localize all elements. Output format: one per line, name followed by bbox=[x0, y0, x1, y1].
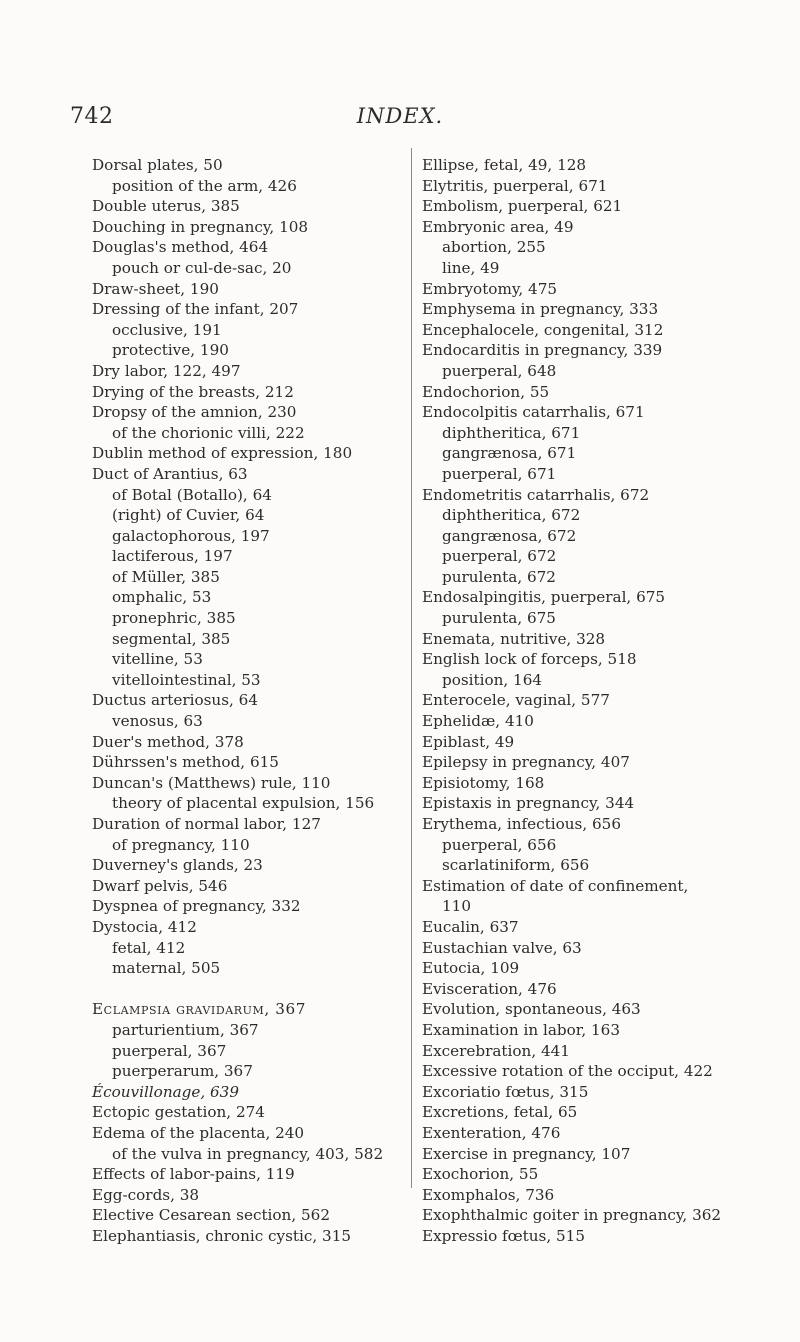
index-subentry: galactophorous, 197 bbox=[112, 526, 270, 545]
index-entry: Elephantiasis, chronic cystic, 315 bbox=[92, 1226, 352, 1245]
index-subentry: puerperal, 671 bbox=[442, 464, 557, 483]
index-entry: Double uterus, 385 bbox=[92, 197, 240, 216]
index-entry: Douglas's method, 464 bbox=[92, 238, 269, 257]
index-entry: Dührssen's method, 615 bbox=[92, 753, 279, 772]
index-entry: Eclampsia gravidarum, 367 bbox=[92, 1000, 307, 1019]
letter-section-gap bbox=[92, 979, 383, 1000]
index-subentry: puerperal, 648 bbox=[442, 361, 557, 380]
index-entry: Exercise in pregnancy, 107 bbox=[422, 1144, 631, 1163]
index-entry: Exophthalmic goiter in pregnancy, 362 bbox=[422, 1206, 722, 1225]
index-subentry: omphalic, 53 bbox=[112, 588, 212, 607]
index-entry: Dropsy of the amnion, 230 bbox=[92, 403, 297, 422]
index-entry: English lock of forceps, 518 bbox=[422, 650, 637, 669]
index-entry: Dorsal plates, 50 bbox=[92, 156, 223, 174]
index-entry: Duncan's (Matthews) rule, 110 bbox=[92, 773, 331, 792]
index-entry: Edema of the placenta, 240 bbox=[92, 1123, 305, 1142]
index-subentry: occlusive, 191 bbox=[112, 320, 222, 339]
index-entry: Elective Cesarean section, 562 bbox=[92, 1206, 330, 1225]
index-subentry: position of the arm, 426 bbox=[112, 176, 297, 195]
index-entry: Emphysema in pregnancy, 333 bbox=[422, 300, 659, 319]
index-entry: Douching in pregnancy, 108 bbox=[92, 217, 309, 236]
index-entry: Endocarditis in pregnancy, 339 bbox=[422, 341, 663, 360]
index-subentry: abortion, 255 bbox=[442, 238, 546, 257]
index-entry: Effects of labor-pains, 119 bbox=[92, 1165, 295, 1184]
index-entry: Enterocele, vaginal, 577 bbox=[422, 691, 610, 710]
index-entry: Ectopic gestation, 274 bbox=[92, 1103, 265, 1122]
index-subentry: position, 164 bbox=[442, 670, 543, 689]
index-subentry: maternal, 505 bbox=[112, 959, 221, 978]
index-subentry: of Müller, 385 bbox=[112, 567, 220, 586]
page-header bbox=[0, 104, 800, 136]
index-entry: Egg-cords, 38 bbox=[92, 1185, 200, 1204]
index-entry: Exochorion, 55 bbox=[422, 1165, 539, 1184]
index-entry: Episiotomy, 168 bbox=[422, 773, 545, 792]
index-entry: Dwarf pelvis, 546 bbox=[92, 876, 228, 895]
index-entry: Estimation of date of confinement, bbox=[422, 876, 689, 895]
index-entry: Exomphalos, 736 bbox=[422, 1185, 555, 1204]
index-entry: Eutocia, 109 bbox=[422, 959, 520, 978]
index-subentry: scarlatiniform, 656 bbox=[442, 856, 590, 875]
index-subentry: theory of placental expulsion, 156 bbox=[112, 794, 375, 813]
index-entry: Ellipse, fetal, 49, 128 bbox=[422, 156, 587, 174]
index-entry: Endochorion, 55 bbox=[422, 382, 550, 401]
index-entry: Erythema, infectious, 656 bbox=[422, 815, 621, 833]
index-entry: Ductus arteriosus, 64 bbox=[92, 691, 258, 710]
index-subentry: diphtheritica, 672 bbox=[442, 506, 581, 525]
index-entry: Evolution, spontaneous, 463 bbox=[422, 1000, 641, 1019]
index-entry: Draw-sheet, 190 bbox=[92, 279, 219, 298]
index-subentry: (right) of Cuvier, 64 bbox=[112, 506, 265, 525]
index-subentry: vitellointestinal, 53 bbox=[112, 670, 261, 689]
index-entry: Examination in labor, 163 bbox=[422, 1020, 620, 1039]
index-entry: Dyspnea of pregnancy, 332 bbox=[92, 897, 301, 916]
index-entry: Epistaxis in pregnancy, 344 bbox=[422, 794, 635, 813]
column-divider bbox=[411, 148, 412, 1188]
index-subentry: fetal, 412 bbox=[112, 938, 186, 957]
index-entry: Endometritis catarrhalis, 672 bbox=[422, 485, 650, 504]
index-entry: Ephelidæ, 410 bbox=[422, 712, 534, 731]
index-subentry: of the vulva in pregnancy, 403, 582 bbox=[112, 1144, 384, 1163]
index-entry: Endocolpitis catarrhalis, 671 bbox=[422, 403, 645, 422]
index-subentry: gangrænosa, 672 bbox=[442, 526, 577, 545]
index-entry: Excretions, fetal, 65 bbox=[422, 1103, 578, 1122]
index-subentry: vitelline, 53 bbox=[112, 650, 203, 669]
index-entry: Encephalocele, congenital, 312 bbox=[422, 320, 664, 339]
index-subentry: of Botal (Botallo), 64 bbox=[112, 485, 272, 504]
index-subentry: lactiferous, 197 bbox=[112, 547, 233, 566]
index-entry: Exenteration, 476 bbox=[422, 1123, 561, 1142]
page-title: INDEX. bbox=[356, 104, 444, 128]
index-entry: Dublin method of expression, 180 bbox=[92, 444, 353, 463]
index-entry: Evisceration, 476 bbox=[422, 979, 557, 998]
index-subentry: of the chorionic villi, 222 bbox=[112, 423, 305, 442]
index-subentry: gangrænosa, 671 bbox=[442, 444, 577, 463]
index-entry: Expressio fœtus, 515 bbox=[422, 1226, 585, 1245]
index-column-left bbox=[92, 155, 383, 1246]
index-entry: Dystocia, 412 bbox=[92, 917, 197, 936]
index-entry: Duct of Arantius, 63 bbox=[92, 464, 248, 483]
index-subentry: puerperarum, 367 bbox=[112, 1062, 253, 1081]
index-subentry: of pregnancy, 110 bbox=[112, 835, 250, 854]
index-column-right bbox=[422, 155, 721, 1246]
index-entry: Drying of the breasts, 212 bbox=[92, 382, 294, 401]
index-entry: Epilepsy in pregnancy, 407 bbox=[422, 753, 630, 772]
index-subentry: purulenta, 672 bbox=[442, 567, 556, 586]
index-entry: Duration of normal labor, 127 bbox=[92, 815, 321, 833]
index-entry: Écouvillonage, 639 bbox=[92, 1082, 240, 1101]
index-entry: Embryonic area, 49 bbox=[422, 217, 574, 236]
index-entry: Excessive rotation of the occiput, 422 bbox=[422, 1062, 713, 1081]
index-entry: Excerebration, 441 bbox=[422, 1041, 570, 1060]
index-entry: Dry labor, 122, 497 bbox=[92, 361, 241, 380]
index-subentry: 110 bbox=[442, 897, 471, 916]
index-subentry: line, 49 bbox=[442, 258, 500, 277]
index-subentry: purulenta, 675 bbox=[442, 609, 556, 628]
page-number: 742 bbox=[70, 104, 114, 129]
index-subentry: puerperal, 672 bbox=[442, 547, 557, 566]
index-entry: Duverney's glands, 23 bbox=[92, 856, 263, 875]
index-entry: Duer's method, 378 bbox=[92, 732, 244, 751]
index-entry: Enemata, nutritive, 328 bbox=[422, 629, 606, 648]
index-entry: Embryotomy, 475 bbox=[422, 279, 558, 298]
index-entry: Eustachian valve, 63 bbox=[422, 938, 582, 957]
index-subentry: venosus, 63 bbox=[112, 712, 203, 731]
index-subentry: puerperal, 367 bbox=[112, 1041, 227, 1060]
index-subentry: pouch or cul-de-sac, 20 bbox=[112, 258, 292, 277]
index-entry: Eucalin, 637 bbox=[422, 917, 519, 936]
index-subentry: segmental, 385 bbox=[112, 629, 231, 648]
index-subentry: pronephric, 385 bbox=[112, 609, 236, 628]
index-entry: Dressing of the infant, 207 bbox=[92, 300, 299, 319]
index-subentry: protective, 190 bbox=[112, 341, 229, 360]
index-entry: Endosalpingitis, puerperal, 675 bbox=[422, 588, 666, 607]
index-entry: Excoriatio fœtus, 315 bbox=[422, 1082, 589, 1101]
index-entry: Embolism, puerperal, 621 bbox=[422, 197, 623, 216]
index-entry: Epiblast, 49 bbox=[422, 732, 515, 751]
index-entry: Elytritis, puerperal, 671 bbox=[422, 176, 608, 195]
index-subentry: puerperal, 656 bbox=[442, 835, 557, 854]
index-subentry: diphtheritica, 671 bbox=[442, 423, 581, 442]
index-subentry: parturientium, 367 bbox=[112, 1020, 259, 1039]
